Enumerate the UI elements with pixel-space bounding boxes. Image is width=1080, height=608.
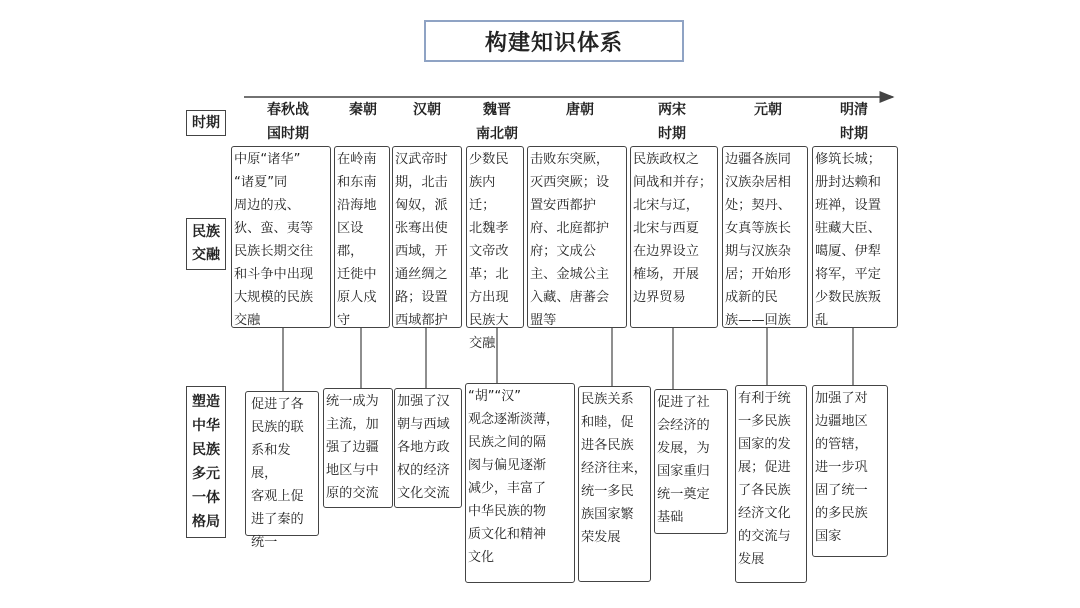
period-header-7: 元朝 xyxy=(754,102,782,118)
pattern-box-6: 促进了社 会经济的 发展，为 国家重归 统一奠定 基础 xyxy=(654,389,728,534)
page-title: 构建知识体系 xyxy=(424,20,684,62)
period-header-2: 秦朝 xyxy=(349,102,377,118)
pattern-box-2: 统一成为 主流，加 强了边疆 地区与中 原的交流 xyxy=(323,388,393,508)
pattern-box-5: 民族关系 和睦，促 进各民族 经济往来， 统一多民 族国家繁 荣发展 xyxy=(578,386,651,582)
row-label-pattern: 塑造 中华 民族 多元 一体 格局 xyxy=(186,386,226,538)
row-label-exchange: 民族 交融 xyxy=(186,218,226,270)
exchange-box-4: 少数民 族内迁； 北魏孝 文帝改 革；北 方出现 民族大 交融 xyxy=(466,146,524,328)
pattern-box-4: “胡”“汉” 观念逐渐淡薄， 民族之间的隔 阂与偏见逐渐 减少，丰富了 中华民族的物 质文化和精神 文化 xyxy=(465,383,575,583)
row-label-period: 时期 xyxy=(186,110,226,136)
period-header-3: 汉朝 xyxy=(413,102,441,118)
pattern-box-7: 有利于统 一多民族 国家的发 展；促进 了各民族 经济文化 的交流与 发展 xyxy=(735,385,807,583)
period-header-1: 春秋战 国时期 xyxy=(267,102,309,142)
pattern-box-8: 加强了对 边疆地区 的管辖， 进一步巩 固了统一 的多民族 国家 xyxy=(812,385,888,557)
exchange-box-8: 修筑长城； 册封达赖和 班禅，设置 驻藏大臣、 噶厦、伊犁 将军，平定 少数民族叛 乱 xyxy=(812,146,898,328)
period-header-8: 明清 时期 xyxy=(840,102,868,142)
period-header-4: 魏晋 南北朝 xyxy=(476,102,518,142)
pattern-box-1: 促进了各 民族的联 系和发展， 客观上促 进了秦的 统一 xyxy=(245,391,319,536)
exchange-box-7: 边疆各族同 汉族杂居相 处；契丹、 女真等族长 期与汉族杂 居；开始形 成新的民 族——回族 xyxy=(722,146,808,328)
exchange-box-3: 汉武帝时 期，北击 匈奴，派 张骞出使 西域，开 通丝绸之 路；设置 西域都护 xyxy=(392,146,462,328)
period-header-6: 两宋 时期 xyxy=(658,102,686,142)
exchange-box-2: 在岭南 和东南 沿海地 区设郡， 迁徙中 原人戍 守 xyxy=(334,146,390,328)
period-header-5: 唐朝 xyxy=(566,102,594,118)
pattern-box-3: 加强了汉 朝与西域 各地方政 权的经济 文化交流 xyxy=(394,388,462,508)
exchange-box-6: 民族政权之 间战和并存； 北宋与辽， 北宋与西夏 在边界设立 榷场，开展 边界贸易 xyxy=(630,146,718,328)
exchange-box-1: 中原“诸华” “诸夏”同 周边的戎、 狄、蛮、夷等 民族长期交往 和斗争中出现 大规模的民族 交融 xyxy=(231,146,331,328)
exchange-box-5: 击败东突厥， 灭西突厥；设 置安西都护 府、北庭都护 府；文成公 主、金城公主 入藏、唐蕃会 盟等 xyxy=(527,146,627,328)
